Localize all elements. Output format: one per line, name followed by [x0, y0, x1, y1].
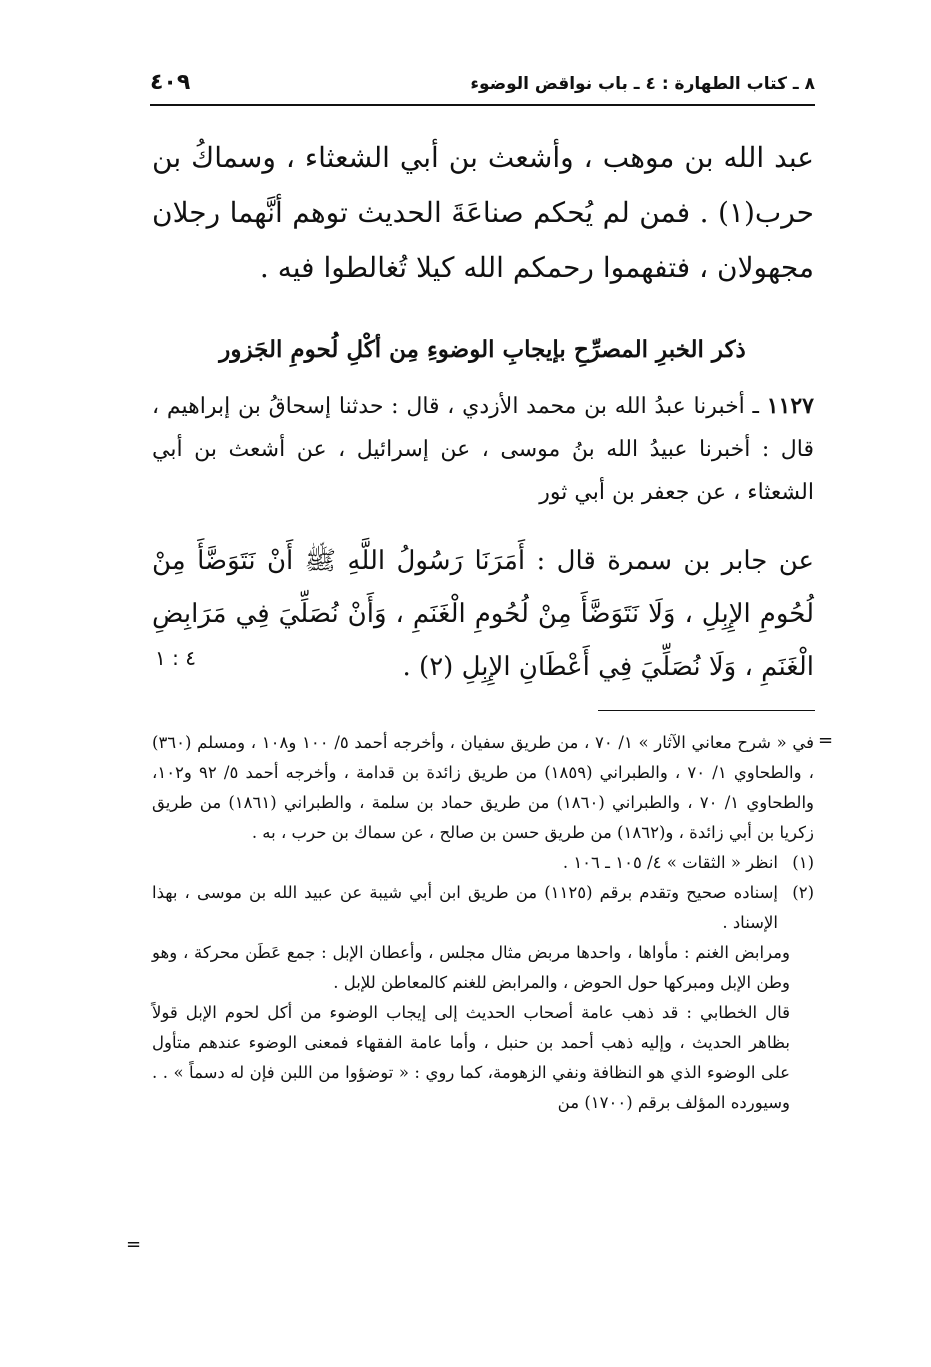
isnad-text: ـ أخبرنا عبدُ الله بن محمد الأزدي ، قال : حدثنا إسحاقُ بن إبراهيم ، قال : أخبرنا عبيدُ الله بنُ موسى ، عن إسرائيل ، عن أشعث بن أبي الشعثاء ، عن جعفر بن أبي ثور — [152, 394, 814, 505]
header-divider — [150, 104, 815, 106]
matn-text: عن جابر بن سمرة قال : أَمَرَنَا رَسُولُ اللَّهِ ﷺ أَنْ نَتَوَضَّأَ مِنْ لُحُومِ الإِبِلِ ، وَلَا نَتَوَضَّأَ مِنْ لُحُومِ الْغَنَمِ ، وَأَنْ نُصَلِّيَ فِي مَرَابِضِ الْغَنَمِ ، وَلَا نُصَلِّيَ فِي أَعْطَانِ الإِبِلِ (٢) . — [152, 546, 814, 682]
hadith-isnad — [152, 385, 814, 514]
hadith-matn — [152, 535, 814, 694]
footnote-khattabi: قال الخطابي : قد ذهب عامة أصحاب الحديث إلى إيجاب الوضوء من أكل لحوم الإبل قولاً بظاهر الحديث ، وإليه ذهب أحمد بن حنبل ، وأما عامة الفقهاء فمعنى الوضوء عندهم متأول على الوضوء الذي هو النظافة ونفي الزهومة، كما روي : « توضؤوا من اللبن فإن له دسماً » . . وسيورده المؤلف برقم (١٧٠٠) من — [152, 1003, 790, 1112]
continued-marker: = — [126, 1234, 142, 1255]
intro-paragraph — [152, 130, 814, 295]
continuation-marker: = — [818, 730, 834, 751]
footnote-gloss: ومرابض الغنم : مأواها ، واحدها مربض مثال مجلس ، وأعطان الإبل : جمع عَطَن محركة ، وهو وطن الإبل ومبركها حول الحوض ، والمرابض للغنم كالمعاطن للإبل . — [152, 943, 790, 992]
footnote-2 — [152, 878, 814, 938]
intro-text: عبد الله بن موهب ، وأشعث بن أبي الشعثاء ، وسماكُ بن حرب(١) . فمن لم يُحكم صناعَةَ الحديث توهم أنَّهما رجلان مجهولان ، فتفهموا رحمكم الله كيلا تُغالطوا فيه . — [152, 141, 814, 284]
section-title: ذكر الخبرِ المصرِّحِ بإيجابِ الوضوءِ مِن أكْلِ لُحومِ الجَزور — [219, 336, 746, 363]
footnotes — [152, 728, 814, 1118]
footnote-continuation: في « شرح معاني الآثار » ١/ ٧٠ ، من طريق سفيان ، وأخرجه أحمد ٥/ ١٠٠ و١٠٨ ، ومسلم (٣٦٠) ، والطحاوي ١/ ٧٠ ، والطبراني (١٨٥٩) من طريق زائدة بن قدامة ، وأخرجه أحمد ٥/ ٩٢ و١٠٢، والطحاوي ١/ ٧٠ ، والطبراني (١٨٦٠) من طريق حماد بن سلمة ، والطبراني (١٨٦١) من طريق زكريا بن أبي زائدة ، و(١٨٦٢) من طريق حسن بن صالح ، عن سماك بن حرب ، به . — [152, 733, 815, 842]
chapter-title: ٨ ـ كتاب الطهارة : ٤ ـ باب نواقض الوضوء — [470, 74, 815, 94]
footnote-1-text: انظر « الثقات » ٤/ ١٠٥ ـ ١٠٦ . — [562, 853, 778, 872]
hadith-reference: ٤ : ١ — [155, 646, 196, 670]
running-header — [150, 68, 815, 102]
footnote-1 — [152, 848, 814, 878]
page-number: ٤٠٩ — [150, 70, 191, 95]
footnote-2-mark: (٢) — [792, 883, 814, 902]
footnote-divider — [598, 710, 815, 711]
footnote-1-mark: (١) — [792, 853, 814, 872]
hadith-number: ١١٢٧ — [766, 393, 814, 419]
footnote-2-text: إسناده صحيح وتقدم برقم (١١٢٥) من طريق ابن أبي شيبة عن عبيد الله بن موسى ، بهذا الإسناد . — [152, 883, 778, 932]
